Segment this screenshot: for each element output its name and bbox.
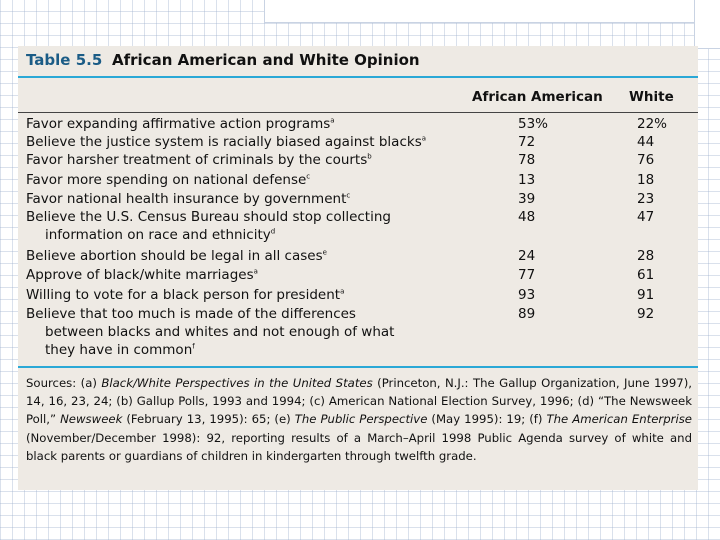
row-label: Believe abortion should be legal in all cases <box>26 248 323 264</box>
white-value: 28 <box>637 248 655 264</box>
row-label: Believe that too much is made of the differences <box>26 306 356 322</box>
white-value: 22% <box>637 116 668 132</box>
row-label: Favor more spending on national defense <box>26 172 307 188</box>
sources-text: (May 1995): 19; (f) <box>427 412 547 427</box>
row-footnote: a <box>253 267 258 276</box>
decorative-frame-corner <box>694 0 720 49</box>
african-american-value: 13 <box>518 172 536 188</box>
african-american-value: 72 <box>518 134 536 150</box>
source-title: The Public Perspective <box>294 412 428 427</box>
row-label: Favor harsher treatment of criminals by the courts <box>26 152 368 168</box>
row-label: Believe the justice system is racially biased against blacks <box>26 134 422 150</box>
white-value: 61 <box>637 267 655 283</box>
decorative-frame-top <box>264 0 696 23</box>
sources-text: Sources: (a) <box>26 376 102 390</box>
white-value: 91 <box>637 287 655 303</box>
opinion-table-panel <box>18 46 698 490</box>
sources-note <box>26 374 692 465</box>
source-title: Newsweek <box>60 412 123 427</box>
sources-divider <box>18 366 698 368</box>
row-label: Favor expanding affirmative action programs <box>26 116 331 132</box>
white-value: 23 <box>637 191 655 207</box>
african-american-value: 24 <box>518 248 536 264</box>
row-label-continued: they have in common <box>45 342 193 358</box>
row-footnote: a <box>421 134 427 143</box>
sources-text: (November/December 1998): 92, reporting results of a March–April 1998 Public Agenda survey of white and black parents or guardians of children in kindergarten through twelfth grade. <box>26 430 692 463</box>
row-label-continued: between blacks and whites and not enough of what <box>45 324 395 340</box>
row-footnote: a <box>330 116 335 125</box>
row-label: Approve of black/white marriages <box>26 267 254 283</box>
white-value: 92 <box>637 306 655 322</box>
sources-text: (February 13, 1995): 65; (e) <box>122 412 295 427</box>
african-american-value: 48 <box>518 209 536 225</box>
header-divider <box>18 112 698 113</box>
sources-text: (Princeton, N.J.: The Gallup Organization, June 1997), 14, 16, 23, 24; (b) Gallup Polls, 1993 and 1994; (c) American National Election Survey, 1996; (d) “The Newsweek Poll,” <box>26 376 692 427</box>
row-footnote: c <box>346 191 351 200</box>
african-american-value: 77 <box>518 267 536 283</box>
white-value: 76 <box>637 152 655 168</box>
african-american-value: 53% <box>518 116 549 132</box>
white-value: 47 <box>637 209 655 225</box>
source-title: Black/White Perspectives in the United States <box>101 376 373 390</box>
row-label-continued: information on race and ethnicity <box>45 227 271 243</box>
white-value: 18 <box>637 172 655 188</box>
row-footnote: e <box>322 248 327 257</box>
row-label: Favor national health insurance by government <box>26 191 347 207</box>
row-footnote: f <box>192 342 195 351</box>
table-number: Table 5.5 <box>26 51 103 69</box>
table-title: African American and White Opinion <box>112 51 420 69</box>
african-american-value: 39 <box>518 191 536 207</box>
table-title-bar <box>18 46 698 78</box>
white-value: 44 <box>637 134 655 150</box>
column-header-african-american: African American <box>472 89 603 105</box>
source-title: The American Enterprise <box>546 412 692 427</box>
row-label: Willing to vote for a black person for president <box>26 287 341 303</box>
row-footnote: d <box>270 227 276 236</box>
column-header-white: White <box>629 89 674 105</box>
row-footnote: c <box>306 172 311 181</box>
african-american-value: 89 <box>518 306 536 322</box>
row-footnote: b <box>367 152 372 161</box>
african-american-value: 78 <box>518 152 536 168</box>
african-american-value: 93 <box>518 287 536 303</box>
row-label: Believe the U.S. Census Bureau should stop collecting <box>26 209 391 225</box>
row-footnote: a <box>340 287 345 296</box>
